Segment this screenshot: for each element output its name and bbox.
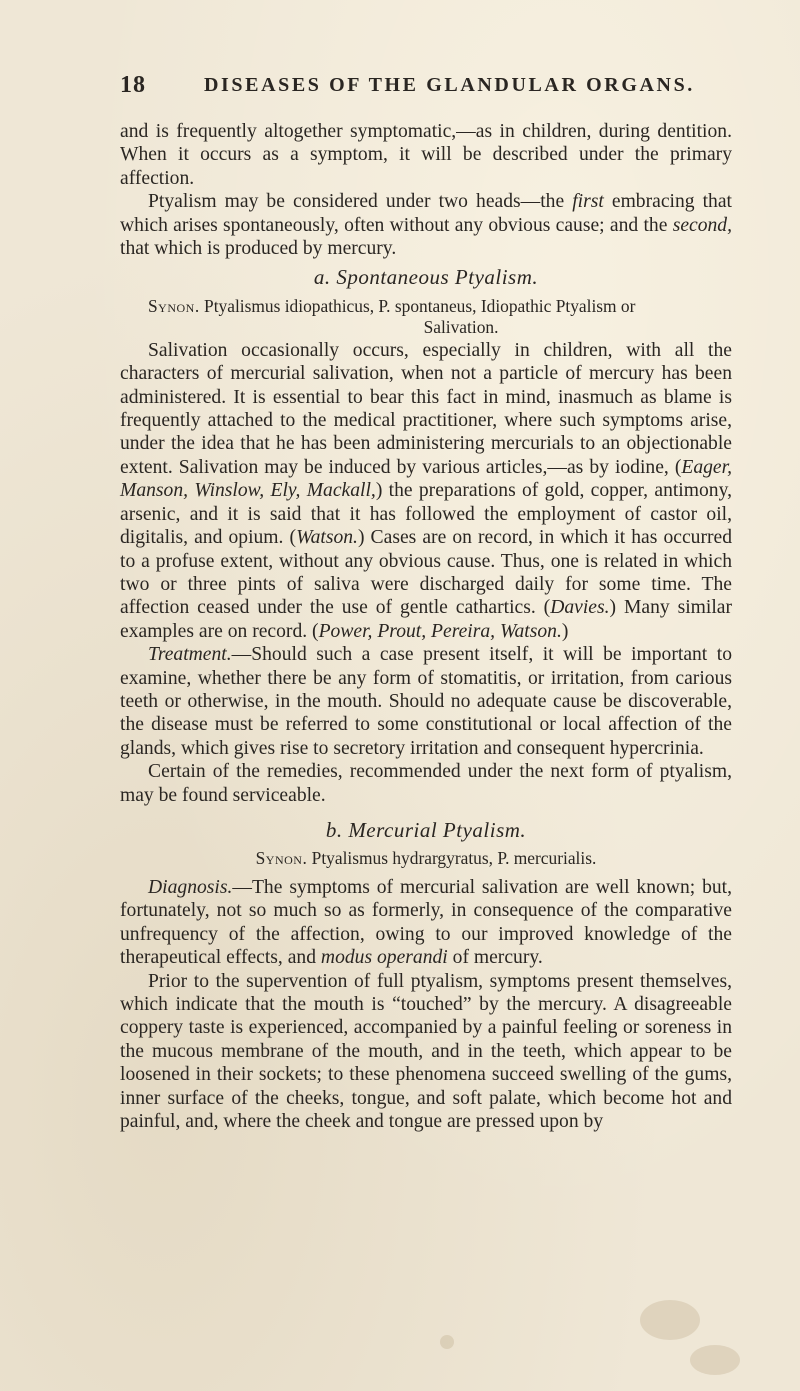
text: that which is produced by mercury. <box>120 238 397 260</box>
text: ) Many similar examples are on record. ( <box>120 597 733 642</box>
citation-authors: Davies. <box>550 597 610 619</box>
running-title: DISEASES OF THE GLANDULAR ORGANS. <box>204 74 695 96</box>
body-text <box>120 120 732 1133</box>
paragraph-salivation <box>120 339 732 643</box>
spacer <box>120 807 732 813</box>
page-header <box>120 72 740 102</box>
synon-text: Ptyalismus hydrargyratus, P. mercurialis. <box>307 848 597 869</box>
paragraph-diagnosis <box>120 876 732 970</box>
paragraph-continuation: and is frequently altogether symptomatic,—as in children, during dentition. When it occurs as a symptom, it will be described under the primary affection. <box>120 121 732 189</box>
paragraph-remedies: Certain of the remedies, recommended under the next form of ptyalism, may be found serviceable. <box>120 761 732 806</box>
emphasis-second: second, <box>672 214 732 236</box>
text: —Should such a case present itself, it will be important to examine, whether there be any form of stomatitis, or irritation, from carious teeth or otherwise, in the mouth. Should no adequate cause be discoverable, the disease must be referred to some constitutional or local affection of the glands, which gives rise to secretory irritation and consequent hypercrinia. <box>120 644 732 759</box>
paper-stain <box>690 1345 740 1375</box>
section-title-mercurial: b. Mercurial Ptyalism. <box>325 817 527 842</box>
paper-stain <box>440 1335 454 1349</box>
synonyms-mercurial <box>120 848 732 870</box>
paper-stain <box>640 1300 700 1340</box>
synonyms-spontaneous-cont: Salivation. <box>423 317 499 338</box>
paragraph-ptyalism-heads <box>120 190 732 260</box>
emphasis-first: first <box>572 191 604 213</box>
text: ) <box>561 620 569 642</box>
treatment-label: Treatment. <box>148 644 232 666</box>
section-title-spontaneous: a. Spontaneous Ptyalism. <box>313 265 539 290</box>
synon-label: Synon. <box>255 848 308 869</box>
diagnosis-label: Diagnosis. <box>148 876 233 898</box>
emphasis-modus-operandi: modus operandi <box>320 947 448 969</box>
text: Ptyalism may be considered under two heads—the <box>148 191 573 213</box>
text: embracing that which arises spontaneously, often without any obvious cause; and the <box>120 191 732 236</box>
text: Salivation occasionally occurs, especially in children, with all the characters of mercurial salivation, when not a particle of mercury has been administered. It is essential to bear this fact in mind, inasmuch as blame is frequently attached to the medical practitioner, where such symptoms arise, under the idea that he has been administering mercurials to an objectionable extent. Salivation may be induced by various articles,—as by iodine, ( <box>120 339 732 478</box>
paragraph-prior-symptoms: Prior to the supervention of full ptyalism, symptoms present themselves, which indicate that the mouth is “touched” by the mercury. A disagreeable coppery taste is experienced, accompanied by a painful feeling or soreness in the mucous membrane of the mouth, and in the teeth, which appear to be loosened in their sockets; to these phenomena succeed swelling of the gums, inner surface of the cheeks, tongue, and soft palate, which become hot and painful, and, where the cheek and tongue are pressed upon by <box>120 970 732 1132</box>
text: of mercury. <box>447 947 543 969</box>
citation-authors: Eager, Manson, Winslow, Ely, Mackall, <box>120 456 732 502</box>
synonyms-spontaneous <box>120 296 732 318</box>
paragraph-treatment <box>120 643 732 760</box>
text: —The symptoms of mercurial salivation are well known; but, fortunately, not so much so as formerly, in consequence of the comparative unfrequency of the affection, owing to our improved knowledge of the therapeutical effects, and <box>120 876 732 969</box>
synon-label: Synon. <box>148 295 200 316</box>
synon-text: Ptyalismus idiopathicus, P. spontaneus, Idiopathic Ptyalism or <box>199 295 636 316</box>
page-number: 18 <box>120 72 146 98</box>
citation-authors: Watson. <box>296 527 358 549</box>
text: ) the preparations of gold, copper, antimony, arsenic, and it is said that it has followed the employment of castor oil, digitalis, and opium. ( <box>120 480 733 549</box>
citation-authors: Power, Prout, Pereira, Watson. <box>318 620 562 642</box>
text: ) Cases are on record, in which it has occurred to a profuse extent, without any obvious cause. Thus, one is related in which two or three pints of saliva were discharged daily for some time. The affection ceased under the use of gentle cathartics. ( <box>120 527 732 619</box>
